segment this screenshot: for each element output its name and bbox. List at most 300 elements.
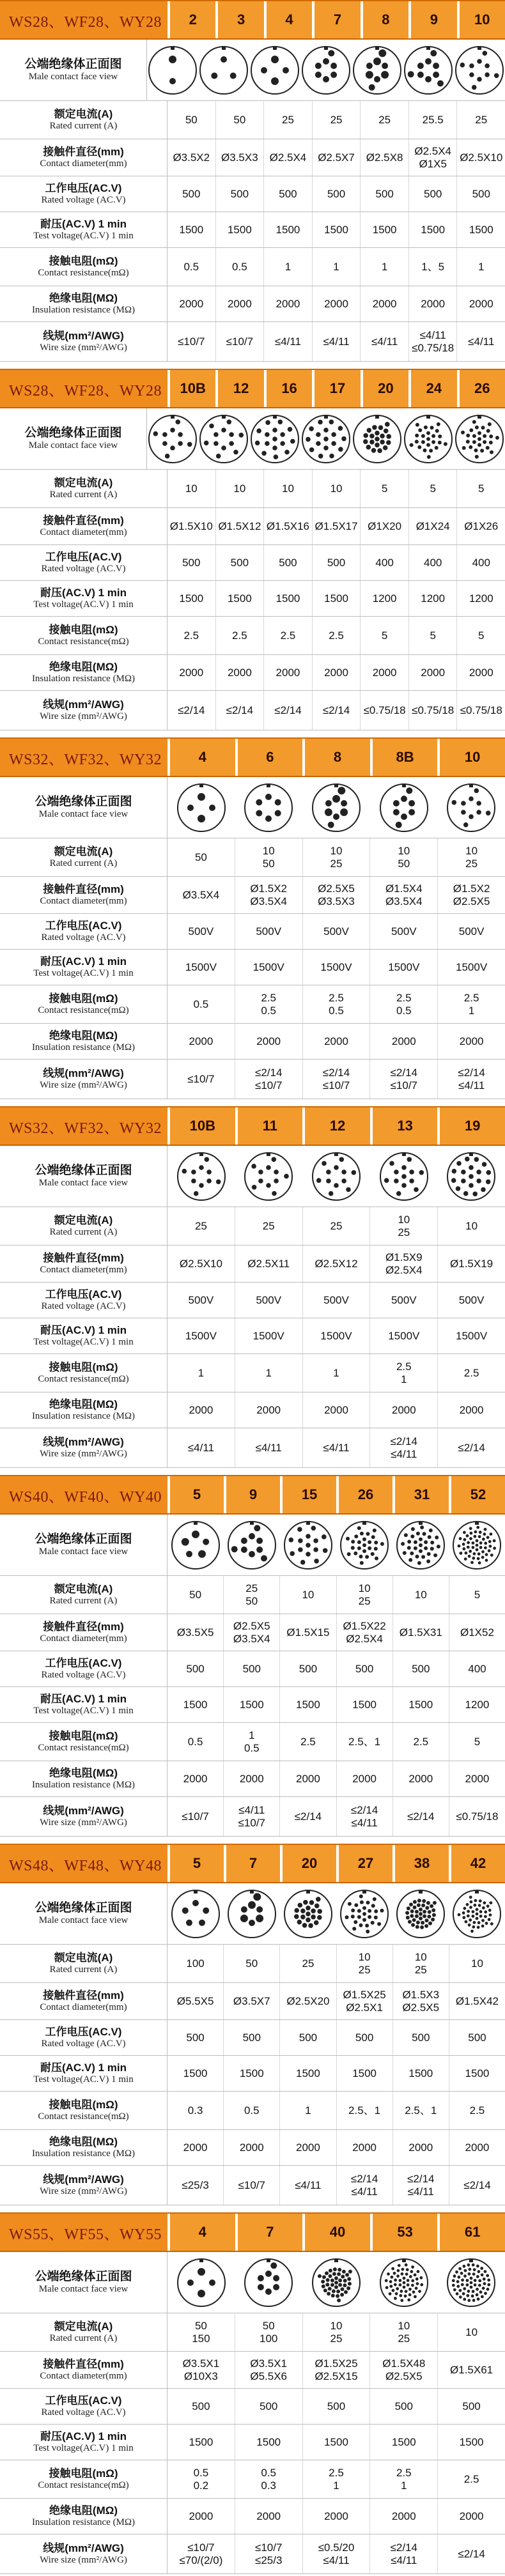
series-title: WS40、WF40、WY40 (9, 1488, 162, 1506)
row-label-contact-diameter (0, 508, 167, 544)
spec-value-cell (369, 1392, 437, 1428)
spec-value: Ø1.5X31 (399, 1626, 442, 1639)
contact-pin (302, 1923, 307, 1928)
spec-value: Ø2.5X8 (366, 151, 403, 164)
spec-value-cell (279, 2092, 336, 2129)
contact-face-drawing (437, 1146, 505, 1207)
contact-pin (258, 1178, 263, 1184)
pin-count-cell[interactable]: 7 (224, 1845, 280, 1882)
contact-pin (336, 2289, 340, 2293)
contact-pin (267, 1165, 272, 1170)
row-label-contact-resistance (0, 2460, 167, 2498)
contact-pin (300, 1908, 306, 1913)
row-test-voltage (0, 581, 505, 617)
spec-value: 400 (468, 1662, 486, 1675)
contact-pin (406, 2279, 409, 2282)
contact-pin (478, 437, 481, 441)
spec-value: 2000 (256, 1035, 281, 1047)
spec-value-cell (302, 2389, 370, 2424)
contact-pin (169, 78, 176, 84)
spec-value: 25 (414, 1963, 427, 1976)
spec-value-cell (302, 2425, 370, 2460)
contact-pin (419, 1912, 423, 1916)
spec-value: 1 (401, 2479, 407, 2492)
spec-value: 50 (185, 113, 198, 126)
pin-count-cell[interactable]: 61 (437, 2214, 505, 2251)
spec-value-cell (302, 914, 370, 949)
contact-pin (380, 1908, 384, 1912)
pin-count-cell[interactable]: 15 (280, 1476, 336, 1513)
spec-value-cell (369, 1318, 437, 1354)
contact-pin (359, 1923, 363, 1927)
contact-pin (380, 1542, 384, 1546)
insulator-outline (178, 1153, 225, 1200)
spec-value-cell (360, 322, 408, 361)
spec-value-cell (312, 655, 361, 690)
contact-pin (485, 1559, 488, 1562)
contact-pin (427, 1552, 431, 1555)
contact-pin (433, 1553, 437, 1557)
spec-value: Ø2.5X5 (453, 895, 490, 907)
label-cn: 接触电阻(mΩ) (49, 992, 118, 1005)
contact-pin (334, 2276, 338, 2280)
pin-count-cell[interactable]: 5 (167, 1476, 224, 1513)
key-notch (273, 415, 277, 419)
contact-pin (437, 80, 444, 86)
contact-pin (444, 442, 447, 445)
contact-pin (416, 1554, 419, 1558)
contact-pin (252, 1164, 257, 1169)
spec-value-cell (167, 212, 215, 247)
row-wire-size (0, 322, 505, 362)
pin-count-cell[interactable]: 52 (449, 1476, 505, 1513)
contact-pin (297, 1919, 302, 1924)
spec-value: 2000 (372, 666, 397, 679)
key-notch (478, 415, 481, 419)
contact-pin (474, 1903, 477, 1906)
contact-pin (478, 2279, 481, 2282)
contact-pin (290, 438, 295, 443)
spec-value: 1500 (408, 1698, 433, 1711)
contact-pin (308, 1923, 313, 1928)
label-cn: 线规(mm²/AWG) (43, 2173, 124, 2186)
pin-count-cell[interactable]: 10 (457, 1, 505, 38)
contact-pin (469, 814, 474, 819)
spec-value: 500V (391, 1293, 417, 1306)
key-notch (362, 1890, 366, 1893)
label-cn: 额定电流(A) (54, 1952, 113, 1964)
pin-count-cell[interactable]: 5 (167, 1845, 224, 1882)
pin-count-cell[interactable]: 7 (235, 2214, 303, 2251)
pin-count-cell[interactable]: 26 (457, 370, 505, 407)
spec-value-cell (215, 286, 264, 321)
spec-value-cell (279, 1687, 336, 1722)
pin-count-cell[interactable]: 10 (437, 739, 505, 776)
contact-pin (476, 801, 481, 806)
contact-face-drawing (403, 40, 454, 100)
spec-value: 2.5 (261, 992, 277, 1005)
contact-pin (431, 440, 435, 443)
spec-value: Ø2.5X10 (179, 1257, 222, 1270)
contact-pin (365, 1555, 369, 1559)
spec-value: Ø3.5X7 (233, 1994, 270, 2007)
spec-value: Ø1.5X61 (450, 2363, 493, 2376)
pin-count-cell[interactable]: 26 (336, 1476, 392, 1513)
spec-value: 400 (423, 556, 442, 569)
contact-pin (462, 1916, 465, 1919)
contact-pin (421, 434, 425, 438)
pin-count-cell[interactable]: 42 (449, 1845, 505, 1882)
spec-value-cell (279, 1614, 336, 1651)
label-cn: 绝缘电阻(MΩ) (49, 1030, 118, 1042)
pin-count-cell[interactable]: 9 (408, 1, 456, 38)
pin-count-cell[interactable]: 31 (392, 1476, 449, 1513)
contact-pin (417, 1903, 421, 1907)
spec-value: Ø1.5X16 (266, 520, 309, 532)
pin-count-cells (167, 370, 505, 407)
pin-count-cell[interactable]: 12 (302, 1107, 370, 1145)
spec-value: ≤2/14 (407, 2173, 435, 2186)
spec-value-cell (456, 617, 505, 654)
contact-face-drawing (302, 2252, 370, 2313)
spec-value-cell (449, 2056, 505, 2091)
contact-pin (472, 84, 477, 89)
contact-pin (256, 1906, 263, 1913)
contact-pin (425, 76, 431, 82)
spec-value: 1500 (459, 2435, 484, 2448)
row-label-wire-size (0, 2166, 167, 2205)
spec-value-cell (167, 2092, 223, 2129)
contact-pin (482, 1538, 485, 1541)
row-label-insulation-resistance (0, 2130, 167, 2165)
contact-pin (346, 2286, 350, 2290)
spec-value-cell (392, 1723, 449, 1761)
spec-value-cell (279, 1797, 336, 1836)
contact-pin (413, 1905, 417, 1909)
spec-value-cell (360, 617, 408, 654)
spec-value-cell (167, 2499, 235, 2534)
contact-pin (344, 2290, 348, 2294)
contact-face-drawing (300, 408, 352, 469)
contact-pin (486, 1536, 490, 1539)
spec-value-cell (336, 1614, 392, 1651)
spec-value-cell (167, 1354, 235, 1392)
contact-pin (411, 2283, 414, 2287)
spec-value: 1 (333, 2479, 339, 2492)
contact-pin (396, 1191, 401, 1196)
contact-pin (452, 2283, 455, 2287)
contact-face-drawing (392, 1883, 449, 1944)
pin-count-cell[interactable]: 6 (235, 739, 303, 776)
contact-pin (493, 1539, 496, 1542)
contact-pin (409, 1902, 413, 1906)
pin-count-cell[interactable]: 10B (167, 370, 215, 407)
spec-value-cell (392, 2166, 449, 2205)
pin-count-cell[interactable]: 20 (280, 1845, 336, 1882)
pin-count-cell[interactable]: 8 (302, 739, 370, 776)
label-cn: 绝缘电阻(MΩ) (49, 1767, 118, 1780)
spec-value: ≤0.75/18 (412, 341, 454, 354)
spec-value: 25 (302, 1957, 315, 1970)
spec-value-cell (408, 248, 457, 286)
spec-value-cell (456, 545, 505, 580)
spec-value-cell (312, 139, 361, 176)
contact-pin (472, 1546, 475, 1549)
contact-face-icon (243, 2257, 294, 2308)
contact-pin (486, 1179, 491, 1184)
contact-pin (452, 799, 457, 805)
spec-value-cell (279, 1651, 336, 1686)
spec-value: 500 (394, 2400, 413, 2412)
pin-count-cell[interactable]: 4 (264, 1, 312, 38)
spec-value-cell (235, 950, 302, 985)
pin-count-cell[interactable]: 19 (437, 1107, 505, 1145)
contact-pin (433, 1901, 437, 1904)
spec-value: 2000 (324, 2510, 348, 2522)
spec-value: 1 (305, 2104, 311, 2117)
pin-count-cell[interactable]: 8 (361, 1, 408, 38)
label-en: Rated current (A) (49, 1595, 118, 1606)
contact-pin (426, 443, 430, 447)
row-values (167, 1983, 505, 2019)
spec-value: 500 (412, 1662, 430, 1675)
contact-pin (490, 1532, 493, 1536)
spec-value: 10 (330, 482, 343, 495)
pin-count-cell[interactable]: 8B (370, 739, 438, 776)
contact-pin (411, 1923, 415, 1927)
spec-value-cell (369, 1024, 437, 1059)
contact-pin (374, 1540, 378, 1544)
contact-pin (366, 71, 373, 79)
key-notch (250, 1890, 254, 1893)
contact-pin (357, 1540, 361, 1544)
contact-pin (466, 440, 470, 443)
insulator-outline (149, 415, 196, 463)
contact-pin (354, 1920, 357, 1924)
row-test-voltage (0, 1318, 505, 1354)
spec-value: ≤4/11 (391, 2554, 417, 2566)
spec-value: 500 (355, 2031, 374, 2044)
contact-pin (374, 1915, 378, 1919)
spec-value-cell (360, 508, 408, 544)
contact-pin (474, 2283, 477, 2287)
contact-pin (176, 419, 181, 424)
contact-pin (466, 1534, 469, 1537)
contact-pin (341, 436, 346, 441)
row-values (167, 914, 505, 949)
spec-value: 1200 (372, 592, 397, 605)
contact-pin (342, 2269, 346, 2273)
spec-value-cell (312, 248, 361, 286)
pin-count-cell[interactable]: 4 (167, 2214, 235, 2251)
spec-value-cell (360, 139, 408, 176)
spec-value: ≤25/3 (254, 2554, 283, 2566)
contact-pin (336, 2294, 339, 2297)
contact-pin (360, 1900, 364, 1904)
pin-count-cell[interactable]: 13 (370, 1107, 438, 1145)
pin-count-cell[interactable]: 4 (167, 739, 235, 776)
row-values (167, 1060, 505, 1099)
spec-value-cell (369, 2352, 437, 2388)
spec-value: ≤10/7 (390, 1079, 417, 1091)
spec-value: 2000 (256, 1403, 281, 1416)
spec-value: 10 (330, 2320, 343, 2333)
spec-value: Ø2.5X4 (414, 145, 451, 158)
pin-count-cell[interactable]: 3 (215, 1, 263, 38)
contact-pin (198, 2268, 205, 2276)
contact-pin (265, 2288, 272, 2295)
spec-value: 500 (182, 187, 201, 200)
contact-pin (493, 1546, 496, 1550)
contact-pin (423, 1914, 426, 1918)
row-values (167, 2499, 505, 2534)
row-values (167, 1687, 505, 1722)
spec-value: Ø3.5X4 (233, 1632, 270, 1645)
label-cn: 额定电流(A) (54, 1583, 113, 1596)
pin-count-cell[interactable]: 20 (361, 370, 408, 407)
contact-pin (331, 441, 336, 446)
label-en: Insulation resistance (MΩ) (31, 1042, 136, 1053)
row-label-contact-resistance (0, 985, 167, 1023)
contact-pin (216, 453, 221, 458)
contact-pin (465, 1156, 470, 1161)
contact-pin (272, 1157, 277, 1162)
spec-value-cell (437, 914, 505, 949)
contact-pin (384, 428, 389, 433)
contact-pin (273, 2275, 279, 2281)
insulator-outline (172, 1890, 219, 1938)
contact-pin (265, 420, 270, 425)
label-en: Contact resistance(mΩ) (38, 1005, 129, 1015)
label-en: Contact diameter(mm) (40, 895, 127, 906)
row-contact-resistance (0, 2092, 505, 2130)
spec-value: 1500V (388, 1329, 420, 1342)
pin-count-cell[interactable]: 17 (312, 370, 360, 407)
contact-pin (199, 1183, 204, 1188)
row-values (167, 877, 505, 913)
row-label-contact-resistance (0, 1354, 167, 1392)
pin-count-cell[interactable]: 10B (167, 1107, 235, 1145)
pin-count-cell[interactable]: 2 (167, 1, 215, 38)
row-values (167, 2092, 505, 2129)
spec-value: Ø1X26 (464, 520, 499, 532)
spec-value-cell (167, 1024, 235, 1059)
spec-value: 0.5 (187, 1735, 203, 1748)
contact-face-icon (300, 45, 352, 96)
contact-face-icon (243, 1151, 294, 1202)
spec-value-cell (167, 2534, 235, 2573)
pin-count-cell[interactable]: 27 (336, 1845, 392, 1882)
pin-count-cell[interactable]: 9 (224, 1476, 280, 1513)
pin-count-cell[interactable]: 16 (264, 370, 312, 407)
contact-pin (479, 1531, 482, 1534)
label-en: Contact resistance(mΩ) (38, 636, 129, 647)
row-label-rated-voltage (0, 1283, 167, 1318)
pin-count-cell[interactable]: 11 (235, 1107, 303, 1145)
contact-pin (256, 810, 263, 816)
spec-value: 2.5 (329, 2467, 344, 2480)
contact-pin (421, 1920, 424, 1924)
contact-pin (332, 2289, 336, 2293)
contact-pin (374, 1909, 378, 1913)
contact-pin (321, 2279, 325, 2283)
contact-face-drawing (147, 40, 198, 100)
pin-count-cell[interactable]: 7 (312, 1, 360, 38)
spec-value-cell (456, 655, 505, 690)
contact-pin (408, 1558, 412, 1562)
contact-pin (272, 445, 277, 451)
contact-pin (338, 447, 343, 452)
contact-pin (170, 428, 175, 433)
spec-value: 1500V (185, 960, 217, 973)
spec-value: 10 (465, 1219, 478, 1232)
contact-pin (463, 2297, 466, 2301)
pin-count-cell[interactable]: 53 (370, 2214, 438, 2251)
pin-count-cell[interactable]: 40 (302, 2214, 370, 2251)
label-cn: 工作电压(AC.V) (45, 182, 122, 195)
spec-value-cell (437, 2499, 505, 2534)
contact-pin (230, 72, 237, 79)
row-values (167, 1945, 505, 1982)
contact-pin (182, 1907, 189, 1913)
spec-value: Ø3.5X2 (173, 151, 210, 164)
contact-pin (489, 440, 493, 444)
row-wire-size (0, 1060, 505, 1099)
contact-pin (300, 1559, 306, 1564)
pin-count-cell[interactable]: 38 (392, 1845, 449, 1882)
label-en: Rated voltage (AC.V) (41, 932, 126, 943)
contact-pin (415, 440, 419, 443)
contact-pin (469, 2267, 472, 2271)
contact-face-icon (226, 1888, 277, 1940)
contact-pin (323, 445, 329, 451)
row-values (167, 2020, 505, 2055)
label-cn: 接触电阻(mΩ) (49, 1730, 118, 1743)
spec-value-cell (437, 1283, 505, 1318)
contact-pin (408, 1920, 412, 1924)
contact-pin (332, 795, 340, 803)
series-section (0, 1844, 505, 2207)
contact-pin (252, 1185, 257, 1190)
pin-count-cell[interactable]: 24 (408, 370, 456, 407)
contact-pin (476, 2264, 479, 2267)
spec-value: 50 (194, 2320, 207, 2333)
contact-pin (483, 1532, 486, 1536)
key-notch (199, 2259, 203, 2262)
contact-pin (472, 1915, 475, 1918)
contact-pin (182, 1168, 187, 1173)
spec-value: 1200 (421, 592, 446, 605)
label-en: Wire size (mm²/AWG) (40, 2554, 127, 2565)
row-rated-current (0, 2313, 505, 2352)
contact-pin (330, 72, 337, 78)
spec-value: 2000 (352, 2141, 377, 2154)
spec-value: Ø5.5X6 (250, 2370, 288, 2382)
contact-pin (394, 2278, 397, 2281)
pin-count-cell[interactable]: 12 (215, 370, 263, 407)
contact-pin (366, 63, 373, 69)
spec-value: 2.5 (183, 629, 199, 642)
contact-pin (485, 1922, 488, 1925)
spec-value: ≤2/14 (274, 704, 302, 716)
spec-value: 10 (262, 845, 275, 858)
spec-value-cell (263, 617, 312, 654)
spec-value: 2000 (459, 2510, 484, 2522)
label-en: Contact diameter(mm) (40, 2001, 127, 2012)
contact-pin (362, 1543, 366, 1547)
spec-value-cell (369, 1246, 437, 1282)
contact-pin (414, 1546, 417, 1550)
